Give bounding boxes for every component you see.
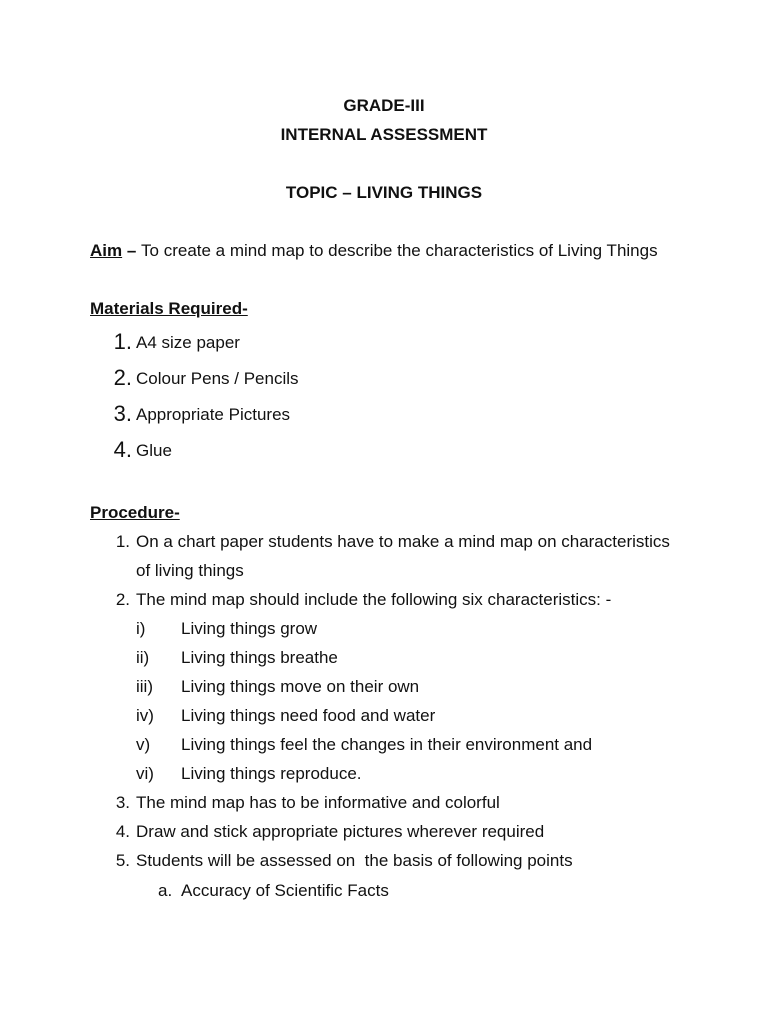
procedure-step: The mind map should include the following six characteristics: -: [136, 590, 612, 609]
procedure-step-continuation: of living things: [136, 561, 244, 580]
procedure-step-number: 5.: [115, 851, 130, 870]
procedure-heading: Procedure-: [90, 503, 180, 522]
procedure-step-number: 3.: [115, 793, 130, 812]
assessment-point-letter: a.: [158, 881, 173, 900]
characteristic-number: ii): [136, 648, 150, 667]
material-number: 1.: [113, 329, 132, 354]
procedure-step: Draw and stick appropriate pictures wherever required: [136, 822, 545, 841]
aim-text: To create a mind map to describe the characteristics of Living Things: [141, 241, 658, 260]
characteristic-item: Living things breathe: [181, 648, 338, 667]
procedure-step: Students will be assessed on the basis of following points: [136, 851, 573, 870]
aim-dash: –: [122, 241, 142, 260]
characteristic-number: vi): [136, 764, 154, 783]
procedure-step-number: 2.: [115, 590, 130, 609]
procedure-step: On a chart paper students have to make a mind map on characteristics: [136, 532, 670, 551]
characteristic-number: iii): [136, 677, 153, 696]
aim-label: Aim: [90, 241, 123, 260]
material-item: Colour Pens / Pencils: [136, 369, 299, 388]
material-item: Glue: [136, 441, 172, 460]
material-number: 2.: [113, 365, 132, 390]
characteristic-number: v): [136, 735, 151, 754]
characteristic-number: iv): [136, 706, 154, 725]
assessment-point: Accuracy of Scientific Facts: [181, 881, 389, 900]
material-number: 3.: [113, 401, 132, 426]
characteristic-item: Living things need food and water: [181, 706, 436, 725]
characteristic-item: Living things reproduce.: [181, 764, 362, 783]
aim-line: [90, 240, 658, 262]
characteristic-item: Living things feel the changes in their environment and: [181, 735, 593, 754]
materials-heading: Materials Required-: [90, 299, 248, 318]
material-item: A4 size paper: [136, 333, 240, 352]
grade-heading: GRADE-III: [343, 96, 425, 115]
procedure-step: The mind map has to be informative and colorful: [136, 793, 500, 812]
material-item: Appropriate Pictures: [136, 405, 291, 424]
characteristic-item: Living things move on their own: [181, 677, 420, 696]
characteristic-item: Living things grow: [181, 619, 318, 638]
procedure-step-number: 1.: [115, 532, 130, 551]
procedure-step-number: 4.: [115, 822, 130, 841]
characteristic-number: i): [136, 619, 146, 638]
assessment-heading: INTERNAL ASSESSMENT: [280, 125, 488, 144]
topic-heading: TOPIC – LIVING THINGS: [285, 183, 483, 202]
material-number: 4.: [113, 437, 132, 462]
